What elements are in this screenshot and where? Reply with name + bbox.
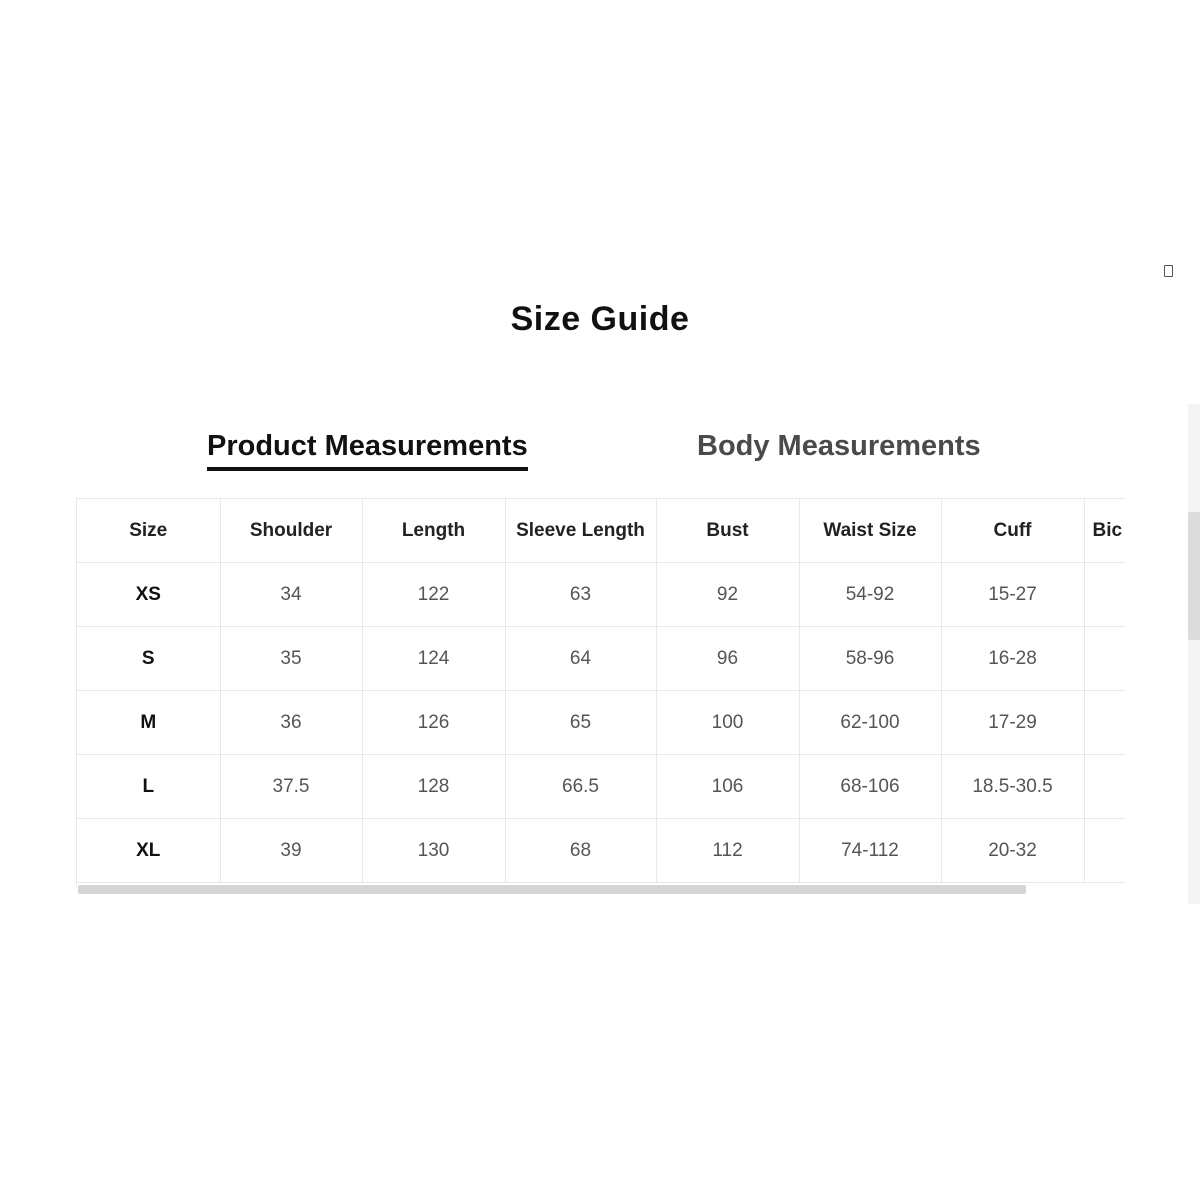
column-header: Length <box>362 499 505 563</box>
vertical-scrollbar-track[interactable] <box>1188 404 1200 904</box>
table-cell: 126 <box>362 691 505 755</box>
column-header: Cuff <box>941 499 1084 563</box>
size-table <box>77 499 1125 883</box>
table-cell: 54-92 <box>799 563 941 627</box>
table-cell: 63 <box>505 563 656 627</box>
table-row <box>77 819 1125 883</box>
table-cell: 128 <box>362 755 505 819</box>
close-button[interactable] <box>1164 264 1176 278</box>
column-header: Shoulder <box>220 499 362 563</box>
table-cell: 64 <box>505 627 656 691</box>
table-cell: 15-27 <box>941 563 1084 627</box>
table-cell: 62-100 <box>799 691 941 755</box>
column-header: Size <box>77 499 220 563</box>
table-cell: 58-96 <box>799 627 941 691</box>
table-cell: 37.5 <box>220 755 362 819</box>
table-cell: 20-32 <box>941 819 1084 883</box>
table-row <box>77 627 1125 691</box>
table-cell: 17-29 <box>941 691 1084 755</box>
table-cell <box>1084 627 1125 691</box>
size-cell: XS <box>77 563 220 627</box>
table-cell <box>1084 819 1125 883</box>
table-row <box>77 691 1125 755</box>
table-cell <box>1084 563 1125 627</box>
table-header-row <box>77 499 1125 563</box>
column-header: Sleeve Length <box>505 499 656 563</box>
table-cell: 106 <box>656 755 799 819</box>
column-header: Bust <box>656 499 799 563</box>
table-cell: 96 <box>656 627 799 691</box>
table-cell: 16-28 <box>941 627 1084 691</box>
table-cell: 66.5 <box>505 755 656 819</box>
table-cell: 68-106 <box>799 755 941 819</box>
table-cell: 124 <box>362 627 505 691</box>
vertical-scrollbar-thumb[interactable] <box>1188 512 1200 640</box>
page-title: Size Guide <box>510 300 690 338</box>
size-table-scroll-area[interactable] <box>76 498 1125 887</box>
column-header: Bic <box>1084 499 1125 563</box>
tab-body-measurements[interactable]: Body Measurements <box>697 430 981 462</box>
table-row <box>77 755 1125 819</box>
table-cell <box>1084 691 1125 755</box>
table-cell: 68 <box>505 819 656 883</box>
table-cell: 74-112 <box>799 819 941 883</box>
table-cell: 92 <box>656 563 799 627</box>
table-cell: 36 <box>220 691 362 755</box>
horizontal-scrollbar[interactable] <box>78 885 1026 894</box>
size-cell: L <box>77 755 220 819</box>
tab-product-measurements[interactable]: Product Measurements <box>207 430 528 471</box>
table-cell: 39 <box>220 819 362 883</box>
column-header: Waist Size <box>799 499 941 563</box>
table-row <box>77 563 1125 627</box>
table-cell: 100 <box>656 691 799 755</box>
table-cell: 122 <box>362 563 505 627</box>
table-cell: 34 <box>220 563 362 627</box>
size-cell: M <box>77 691 220 755</box>
size-cell: S <box>77 627 220 691</box>
table-cell: 35 <box>220 627 362 691</box>
table-cell: 18.5-30.5 <box>941 755 1084 819</box>
table-cell: 65 <box>505 691 656 755</box>
close-icon <box>1164 265 1173 277</box>
table-cell: 112 <box>656 819 799 883</box>
table-cell <box>1084 755 1125 819</box>
table-cell: 130 <box>362 819 505 883</box>
size-cell: XL <box>77 819 220 883</box>
